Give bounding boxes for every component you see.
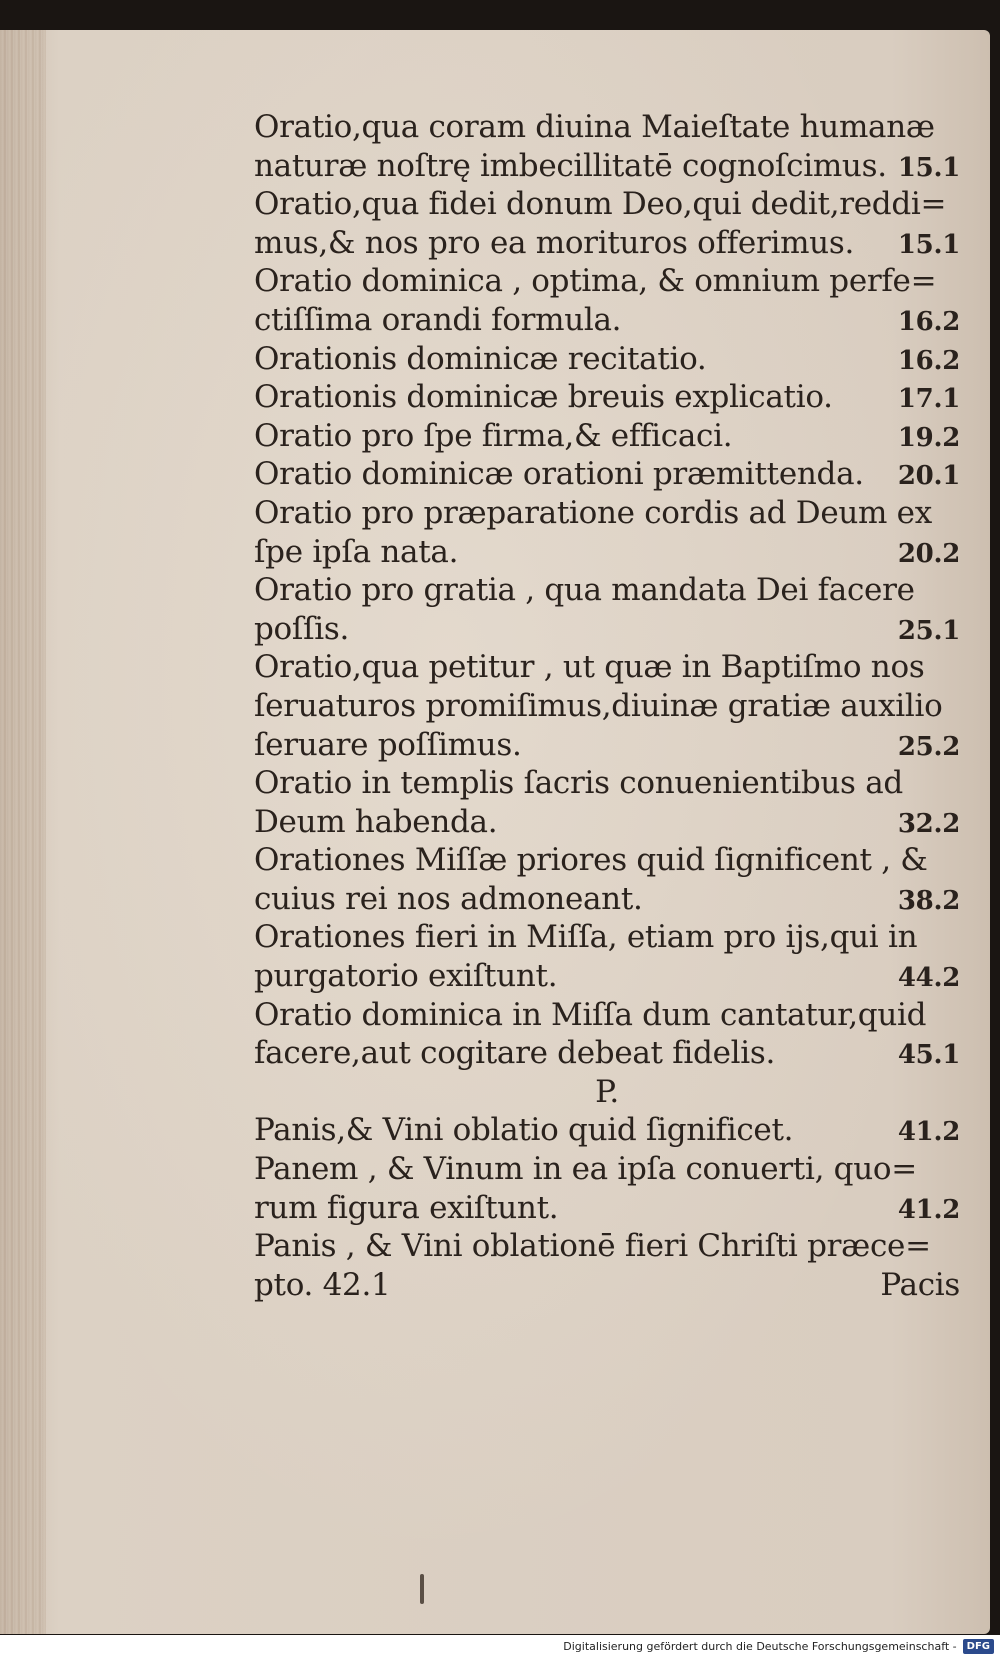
index-entry (254, 880, 960, 919)
catchword: Pacis (880, 1266, 960, 1303)
entry-text: Oratio,qua petitur , ut quæ in Baptiſmo nos (254, 649, 925, 686)
index-entry (254, 996, 960, 1035)
page-edges (0, 30, 46, 1634)
entry-folio: 32.2 (897, 808, 960, 839)
entry-text: Oratio dominicæ orationi præmittenda. (254, 456, 864, 493)
entry-text: Oratio pro præparatione cordis ad Deum ex (254, 494, 932, 531)
entry-text: ſpe ipſa nata. (254, 533, 459, 570)
entry-text: naturæ noſtrę imbecillitatē cognoſcimus. (254, 147, 887, 184)
index-entry (254, 533, 960, 572)
index-entry (254, 1189, 960, 1228)
index-entry (254, 610, 960, 649)
entry-text: rum figura exiſtunt. (254, 1189, 559, 1226)
dfg-logo-icon: DFG (963, 1639, 994, 1654)
entry-text: P. (595, 1073, 619, 1110)
index-entry (254, 1266, 960, 1305)
ink-mark (420, 1574, 424, 1604)
entry-folio: 20.2 (897, 538, 960, 569)
index-entry (254, 1111, 960, 1150)
entry-text: Orationis dominicæ recitatio. (254, 340, 707, 377)
index-entry (254, 571, 960, 610)
index-entry (254, 185, 960, 224)
index-entry (254, 378, 960, 417)
section-letter (254, 1073, 960, 1112)
entry-text: mus,& nos pro ea morituros offerimus. (254, 224, 855, 261)
entry-text: poſſis. (254, 610, 350, 647)
entry-folio: 19.2 (897, 422, 960, 453)
entry-folio: 15.1 (897, 152, 960, 183)
entry-text: Orationes Miſſæ priores quid ſignificent , & (254, 842, 928, 879)
entry-text: Orationis dominicæ breuis explicatio. (254, 379, 833, 416)
entry-text: Oratio,qua fidei donum Deo,qui dedit,reddi= (254, 186, 947, 223)
entry-text: Panis,& Vini oblatio quid ſignificet. (254, 1112, 794, 1149)
index-entry (254, 1227, 960, 1266)
index-text (254, 108, 960, 1304)
entry-folio: 41.2 (897, 1194, 960, 1225)
entry-text: pto. 42.1 (254, 1266, 391, 1303)
entry-text: ſeruaturos promiſimus,diuinæ gratiæ auxilio (254, 687, 943, 724)
index-entry (254, 262, 960, 301)
index-entry (254, 841, 960, 880)
entry-text: Panem , & Vinum in ea ipſa conuerti, quo= (254, 1151, 917, 1188)
entry-text: Deum habenda. (254, 803, 498, 840)
entry-text: cuius rei nos admoneant. (254, 880, 643, 917)
index-entry (254, 687, 960, 726)
entry-folio: 44.2 (897, 963, 960, 994)
index-entry (254, 494, 960, 533)
entry-text: ſeruare poſſimus. (254, 726, 522, 763)
entry-text: ctiſſima orandi formula. (254, 301, 622, 338)
index-entry (254, 726, 960, 765)
index-entry (254, 417, 960, 456)
entry-folio: 45.1 (897, 1040, 960, 1071)
index-entry (254, 224, 960, 263)
index-entry (254, 455, 960, 494)
entry-text: Oratio pro gratia , qua mandata Dei facere (254, 572, 915, 609)
index-entry (254, 147, 960, 186)
index-entry (254, 301, 960, 340)
index-entry (254, 108, 960, 147)
entry-folio: 25.1 (897, 615, 960, 646)
index-entry (254, 918, 960, 957)
entry-text: Oratio in templis ſacris conuenientibus ad (254, 765, 903, 802)
entry-text: Orationes fieri in Miſſa, etiam pro ijs,qui in (254, 919, 918, 956)
index-entry (254, 648, 960, 687)
entry-text: Oratio,qua coram diuina Maieſtate humanæ (254, 109, 935, 145)
entry-folio: 16.2 (897, 345, 960, 376)
entry-folio: 25.2 (897, 731, 960, 762)
entry-text: purgatorio exiſtunt. (254, 958, 558, 995)
entry-folio: 17.1 (897, 384, 960, 415)
entry-text: Oratio dominica , optima, & omnium perfe= (254, 263, 937, 300)
footer-credit: Digitalisierung gefördert durch die Deutsche Forschungsgemeinschaft - (563, 1639, 957, 1653)
entry-folio: 20.1 (897, 461, 960, 492)
index-entry (254, 340, 960, 379)
index-entry (254, 803, 960, 842)
entry-text: Oratio pro ſpe firma,& efficaci. (254, 417, 733, 454)
digitization-footer (0, 1635, 1000, 1657)
index-entry (254, 957, 960, 996)
index-entry (254, 764, 960, 803)
entry-text: Panis , & Vini oblationē fieri Chriſti præce= (254, 1228, 931, 1265)
entry-folio: 16.2 (897, 306, 960, 337)
index-entry (254, 1034, 960, 1073)
entry-folio: 15.1 (897, 229, 960, 260)
entry-text: Oratio dominica in Miſſa dum cantatur,quid (254, 996, 927, 1033)
entry-folio: 41.2 (897, 1117, 960, 1148)
entry-folio: 38.2 (897, 885, 960, 916)
index-entry (254, 1150, 960, 1189)
entry-text: facere,aut cogitare debeat fidelis. (254, 1035, 776, 1072)
